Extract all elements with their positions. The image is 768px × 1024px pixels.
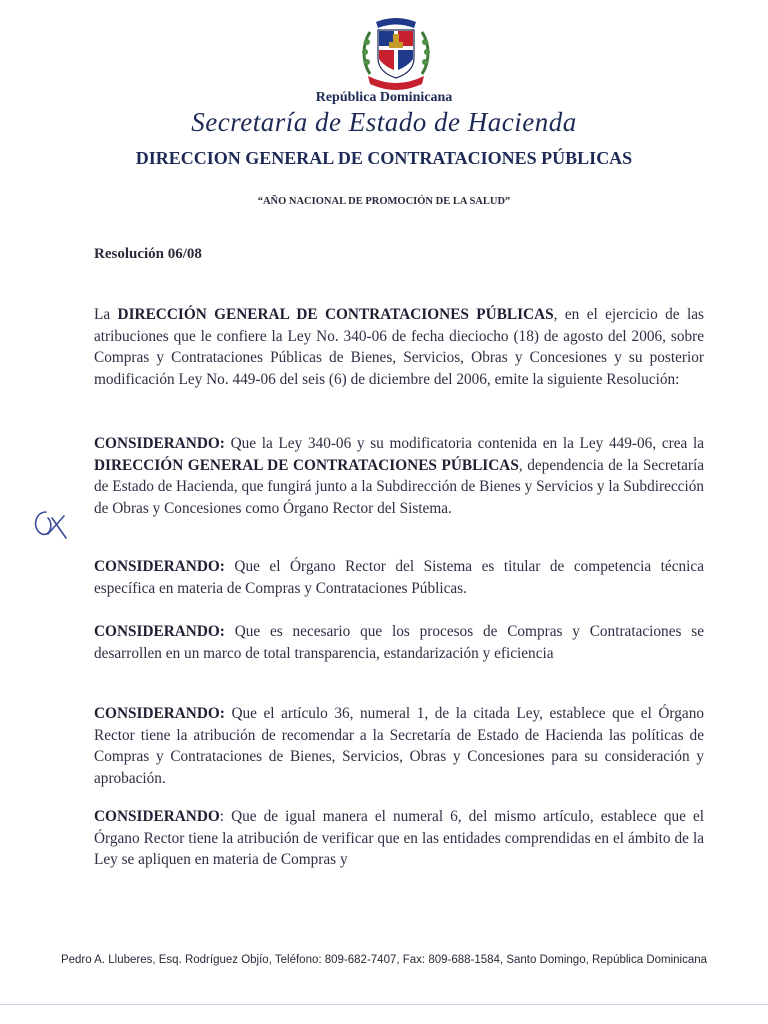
considerando-entity: DIRECCIÓN GENERAL DE CONTRATACIONES PÚBLICAS <box>94 456 519 474</box>
considerando-label: CONSIDERANDO: <box>94 705 225 722</box>
year-motto: “AÑO NACIONAL DE PROMOCIÓN DE LA SALUD” <box>257 196 511 207</box>
coat-of-arms-icon <box>356 12 436 92</box>
considerando-label: CONSIDERANDO: <box>94 558 225 575</box>
considerando-text-pre: Que la Ley 340-06 y su modificatoria contenida en la Ley 449-06, crea la <box>224 435 704 452</box>
considerando-text-post: , dependencia de la Secretaría de Estado de Hacienda, que fungirá junto a la Subdirección de Bienes y Servicios y la Subdirección de Obras y Concesiones como Órgano Rector del Sistema. <box>94 456 704 517</box>
intro-post: , en el ejercicio de las atribuciones que le confiere la Ley No. 340-06 de fecha dieciocho (18) de agosto del 2006, sobre Compras y Contrataciones Públicas de Bienes, Servicios, Obras y Concesiones y su posterior modificación Ley No. 449-06 del seis (6) de diciembre del 2006, emite la siguiente Resolución: <box>94 306 704 388</box>
considerando-text: Que es necesario que los procesos de Compras y Contrataciones se desarrollen en un marco de total transparencia, estandarización y eficiencia <box>94 623 704 662</box>
country-name: República Dominicana <box>315 90 453 105</box>
intro-entity: DIRECCIÓN GENERAL DE CONTRATACIONES PÚBLICAS <box>117 306 554 323</box>
considerando-paragraph-5 <box>94 806 704 871</box>
footer-address: Pedro A. Lluberes, Esq. Rodríguez Objío, Teléfono: 809-682-7407, Fax: 809-688-1584, Santo Domingo, República Dominicana <box>60 954 708 966</box>
directorate-name: DIRECCION GENERAL DE CONTRATACIONES PÚBLICAS <box>135 148 633 168</box>
considerando-label: CONSIDERANDO: <box>94 435 225 452</box>
intro-pre: La <box>94 306 118 323</box>
considerando-text: Que el Órgano Rector del Sistema es titular de competencia técnica específica en materia de Compras y Contrataciones Públicas. <box>94 558 704 597</box>
considerando-paragraph-3 <box>94 621 704 664</box>
ministry-name: Secretaría de Estado de Hacienda <box>191 107 577 137</box>
intro-paragraph <box>94 304 704 390</box>
considerando-paragraph-1 <box>94 433 704 519</box>
considerando-paragraph-4 <box>94 703 704 789</box>
considerando-text: Que el artículo 36, numeral 1, de la citada Ley, establece que el Órgano Rector tiene la atribución de recomendar a la Secretaría de Estado de Hacienda las políticas de Compras y Contrataciones de Bienes, Servicios, Obras y Concesiones para su consideración y aprobación. <box>94 705 704 787</box>
footer-divider <box>0 1004 768 1005</box>
resolution-number: Resolución 06/08 <box>94 246 202 262</box>
handwritten-initials-icon <box>28 504 70 544</box>
considerando-text: : Que de igual manera el numeral 6, del mismo artículo, establece que el Órgano Rector tiene la atribución de verificar que en las entidades comprendidas en el ámbito de la Ley se apliquen en materia de Compras y <box>94 808 704 869</box>
considerando-paragraph-2 <box>94 556 704 599</box>
considerando-label: CONSIDERANDO: <box>94 623 225 640</box>
considerando-label: CONSIDERANDO <box>94 808 220 825</box>
